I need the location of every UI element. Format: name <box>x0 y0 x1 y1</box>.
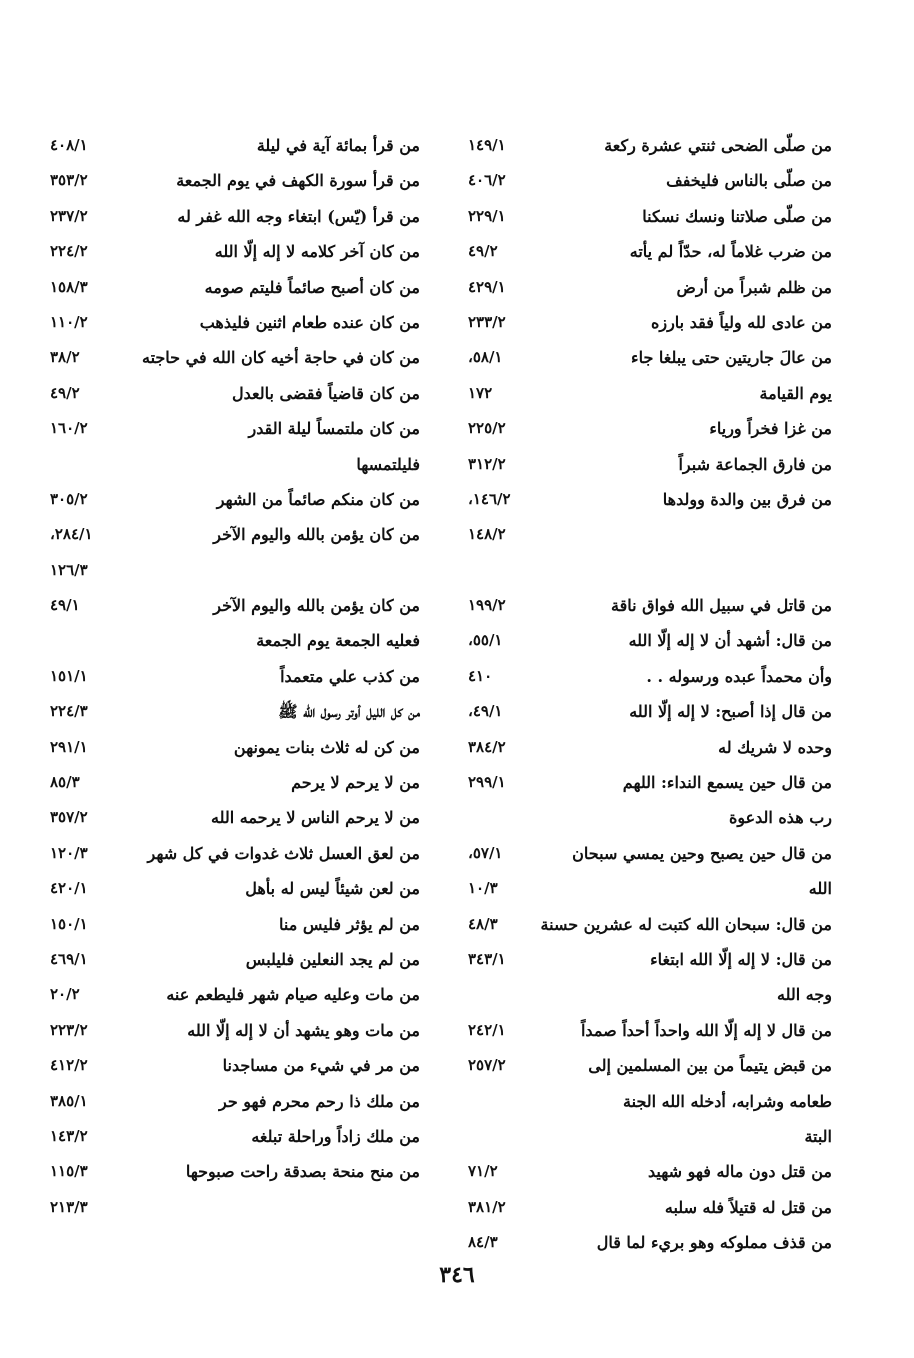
entry-text: من مات وعليه صيام شهر فليطعم عنه <box>166 985 420 1005</box>
index-entry <box>462 1190 832 1225</box>
index-entry <box>462 1119 832 1154</box>
entry-reference: ٣٠٥/٢ <box>50 489 88 508</box>
index-entry <box>40 1154 420 1189</box>
entry-reference: ٣٥٧/٢ <box>50 808 88 827</box>
entry-text: من لا يرحم الناس لا يرحمه الله <box>211 808 420 828</box>
entry-reference: ٤١٢/٢ <box>50 1056 88 1075</box>
entry-text: من لعق العسل ثلاث غدوات في كل شهر <box>147 843 420 863</box>
entry-reference: ٢٩١/١ <box>50 737 88 756</box>
index-entry <box>462 730 832 765</box>
entry-reference: ١٩٩/٢ <box>468 596 506 615</box>
index-entry <box>462 871 832 906</box>
index-entry <box>40 694 420 729</box>
index-entry <box>462 234 832 269</box>
index-column-right <box>462 128 832 1261</box>
entry-text: من قال لا إله إلّا الله واحداً أحداً صمداً <box>580 1020 832 1040</box>
entry-text: من كان عنده طعام اثنين فليذهب <box>199 312 420 332</box>
index-entry <box>462 270 832 305</box>
entry-reference: ٤٩/٢ <box>50 383 80 402</box>
index-entry <box>40 340 420 375</box>
entry-text: من ظلم شبراً من أرض <box>676 277 832 297</box>
index-entry <box>40 1013 420 1048</box>
entry-reference: ١٥٠/١ <box>50 914 88 933</box>
entry-reference: ٣٨١/٢ <box>468 1197 506 1216</box>
entry-text: فعليه الجمعة يوم الجمعة <box>256 631 420 651</box>
entry-reference: ٢٣٧/٢ <box>50 206 88 225</box>
entry-text: من كن له ثلاث بنات يمونهن <box>233 737 420 757</box>
entry-text: من لم يؤثر فليس منا <box>279 914 420 934</box>
entry-reference: ٤٢٩/١ <box>468 277 506 296</box>
entry-text: من كل الليل أوتر رسول الله ﷺ <box>278 702 420 722</box>
entry-text: البتة <box>804 1126 832 1146</box>
entry-reference: ١٥٨/٣ <box>50 277 88 296</box>
index-entry <box>40 977 420 1012</box>
index-entry <box>40 588 420 623</box>
entry-reference: ٤١٠ <box>468 666 493 685</box>
entry-text: من صلّى بالناس فليخفف <box>666 171 832 191</box>
page-number: ٣٤٦ <box>439 1262 475 1288</box>
entry-reference: ١١٠/٢ <box>50 312 88 331</box>
entry-text: رب هذه الدعوة <box>728 808 832 828</box>
entry-text: وجه الله <box>777 985 832 1005</box>
index-entry <box>462 447 832 482</box>
entry-reference: ١٤٩/١ <box>468 136 506 154</box>
entry-reference: ١٢٦/٣ <box>50 560 88 579</box>
entry-reference: ٤٨/٣ <box>468 914 498 933</box>
index-entry <box>462 623 832 658</box>
entry-text: من ملك زاداً وراحلة تبلغه <box>251 1126 420 1146</box>
entry-reference: ٣٨/٢ <box>50 348 80 367</box>
index-entry <box>462 1225 832 1260</box>
index-entry <box>40 907 420 942</box>
entry-text: من قال إذا أصبح: لا إله إلّا الله <box>629 702 832 722</box>
index-entry <box>40 128 420 163</box>
entry-text: من كان يؤمن بالله واليوم الآخر <box>213 596 420 616</box>
entry-text: من كان قاضياً فقضى بالعدل <box>232 383 420 403</box>
index-entry <box>40 199 420 234</box>
entry-reference: ٣٨٥/١ <box>50 1091 88 1110</box>
entry-text: من مر في شيء من مساجدنا <box>222 1056 420 1076</box>
entry-text: من صلّى الضحى ثنتي عشرة ركعة <box>604 136 832 155</box>
entry-text: من كان أصبح صائماً فليتم صومه <box>204 277 420 297</box>
index-entry <box>40 1048 420 1083</box>
entry-text: من قبض يتيماً من بين المسلمين إلى <box>588 1056 832 1076</box>
entry-reference: ٤٩/٢ <box>468 242 498 261</box>
entry-text: من قال: سبحان الله كتبت له عشرين حسنة <box>540 914 832 934</box>
index-entry <box>462 376 832 411</box>
entry-text: من منح منحة بصدقة راحت صبوحها <box>185 1162 420 1182</box>
index-entry <box>40 942 420 977</box>
index-entry <box>462 765 832 800</box>
entry-reference: ١٤٨/٢ <box>468 525 506 544</box>
entry-reference: ١٧٢ <box>468 383 493 402</box>
index-entry <box>462 482 832 517</box>
entry-text: من كان ملتمساً ليلة القدر <box>248 419 420 439</box>
entry-reference: ٢٤٢/١ <box>468 1020 506 1039</box>
entry-reference: ٤٠٨/١ <box>50 136 88 154</box>
index-entry <box>40 659 420 694</box>
entry-reference: ٣١٢/٢ <box>468 454 506 473</box>
entry-reference: ٥٧/١، <box>468 843 503 862</box>
entry-text: من كان يؤمن بالله واليوم الآخر <box>213 525 420 545</box>
entry-text: من لعن شيئاً ليس له بأهل <box>245 879 420 899</box>
index-entry <box>40 765 420 800</box>
entry-reference: ٢٢٩/١ <box>468 206 506 225</box>
entry-text: يوم القيامة <box>759 383 832 403</box>
entry-reference: ٢٨٤/١، <box>50 525 93 544</box>
index-entry <box>462 977 832 1012</box>
entry-text: وأن محمداً عبده ورسوله . . <box>646 666 832 686</box>
entry-text: من كان منكم صائماً من الشهر <box>216 489 420 509</box>
entry-text: فليلتمسها <box>356 454 420 474</box>
entry-reference: ٤٢٠/١ <box>50 879 88 898</box>
entry-text: من قرأ بمائة آية في ليلة <box>256 136 420 155</box>
index-entry <box>462 1084 832 1119</box>
entry-text: من قرأ (يّس) ابتغاء وجه الله غفر له <box>177 206 420 226</box>
entry-text: من قاتل في سبيل الله فواق ناقة <box>611 596 832 616</box>
entry-reference: ٣٨٤/٢ <box>468 737 506 756</box>
entry-reference: ٤٠٦/٢ <box>468 171 506 190</box>
entry-reference: ٣٥٣/٢ <box>50 171 88 190</box>
index-entry <box>462 1154 832 1189</box>
entry-reference: ١١٥/٣ <box>50 1162 88 1181</box>
entry-reference: ٣٤٣/١ <box>468 949 506 968</box>
index-entry <box>462 907 832 942</box>
index-entry <box>462 836 832 871</box>
index-entry <box>462 163 832 198</box>
entry-text: وحده لا شريك له <box>718 737 832 757</box>
index-entry <box>40 411 420 446</box>
index-entry <box>40 730 420 765</box>
index-entry <box>462 517 832 552</box>
entry-text: من قذف مملوكه وهو بريء لما قال <box>596 1233 832 1253</box>
entry-reference: ٥٥/١، <box>468 631 503 650</box>
entry-reference: ١٤٦/٢، <box>468 489 511 508</box>
index-column-left <box>40 128 420 1225</box>
entry-reference: ٨٤/٣ <box>468 1233 498 1252</box>
index-entry <box>462 659 832 694</box>
entry-reference: ٨٥/٣ <box>50 773 80 792</box>
index-entry <box>462 800 832 835</box>
entry-text: طعامه وشرابه، أدخله الله الجنة <box>623 1091 832 1111</box>
entry-text: من كذب علي متعمداً <box>280 666 420 686</box>
index-entry <box>40 553 420 588</box>
entry-text: من مات وهو يشهد أن لا إله إلّا الله <box>187 1020 420 1040</box>
entry-text: من فارق الجماعة شبراً <box>678 454 832 474</box>
entry-text: من قتل له قتيلاً فله سلبه <box>664 1197 832 1217</box>
entry-reference: ٢٣٣/٢ <box>468 312 506 331</box>
entry-reference: ٧١/٢ <box>468 1162 498 1181</box>
entry-reference: ٢٢٥/٢ <box>468 419 506 438</box>
index-entry <box>40 800 420 835</box>
entry-text: من عالَ جاريتين حتى يبلغا جاء <box>631 348 832 368</box>
entry-reference: ٥٨/١، <box>468 348 503 367</box>
entry-text: من فرق بين والدة وولدها <box>662 489 832 509</box>
index-entry <box>462 305 832 340</box>
index-entry <box>40 1119 420 1154</box>
index-entry <box>40 376 420 411</box>
entry-reference: ٢٢٣/٢ <box>50 1020 88 1039</box>
entry-text: من صلّى صلاتنا ونسك نسكنا <box>642 206 832 226</box>
index-entry <box>462 1048 832 1083</box>
entry-text: من عادى لله ولياً فقد بارزه <box>650 312 832 332</box>
index-entry <box>462 942 832 977</box>
entry-text: من قال حين يصبح وحين يمسي سبحان <box>572 843 832 863</box>
entry-text: من غزا فخراً ورياء <box>709 419 832 439</box>
index-entry <box>40 234 420 269</box>
entry-reference: ٢١٣/٣ <box>50 1197 88 1216</box>
index-entry <box>462 588 832 623</box>
entry-text: من ملك ذا رحم محرم فهو حر <box>219 1091 420 1111</box>
entry-reference: ٢٢٤/٢ <box>50 242 88 261</box>
entry-text: من قال: أشهد أن لا إله إلّا الله <box>628 631 832 651</box>
index-entry <box>462 411 832 446</box>
index-entry <box>462 128 832 163</box>
index-entry <box>40 163 420 198</box>
entry-text: من قال: لا إله إلّا الله ابتغاء <box>650 949 832 969</box>
entry-text: من قال حين يسمع النداء: اللهم <box>622 773 832 793</box>
entry-text: من قرأ سورة الكهف في يوم الجمعة <box>176 171 420 191</box>
entry-reference: ١٦٠/٢ <box>50 419 88 438</box>
entry-reference: ٤٦٩/١ <box>50 949 88 968</box>
entry-reference: ٢٢٤/٣ <box>50 702 88 721</box>
entry-reference: ١٤٣/٢ <box>50 1126 88 1145</box>
index-entry <box>40 623 420 658</box>
index-entry <box>40 1190 420 1225</box>
entry-reference: ١٢٠/٣ <box>50 843 88 862</box>
entry-text: الله <box>808 879 832 899</box>
entry-reference: ٤٩/١ <box>50 596 80 615</box>
index-entry <box>40 270 420 305</box>
entry-text: من ضرب غلاماً له، حدّاً لم يأته <box>629 242 832 262</box>
index-entry <box>40 447 420 482</box>
index-entry <box>462 694 832 729</box>
index-entry <box>462 340 832 375</box>
index-entry <box>40 482 420 517</box>
entry-text: من قتل دون ماله فهو شهيد <box>648 1162 832 1182</box>
entry-reference: ١٥١/١ <box>50 666 88 685</box>
entry-text: من لم يجد النعلين فليلبس <box>245 949 420 969</box>
entry-reference: ٢٥٧/٢ <box>468 1056 506 1075</box>
index-entry <box>462 553 832 588</box>
index-entry <box>462 199 832 234</box>
entry-reference: ١٠/٣ <box>468 879 498 898</box>
index-entry <box>40 517 420 552</box>
index-entry <box>462 1013 832 1048</box>
entry-text: من كان في حاجة أخيه كان الله في حاجته <box>142 348 420 368</box>
index-entry <box>40 871 420 906</box>
entry-text: من لا يرحم لا يرحم <box>291 773 420 793</box>
index-entry <box>40 836 420 871</box>
index-entry <box>40 1084 420 1119</box>
entry-reference: ٤٩/١، <box>468 702 503 721</box>
entry-reference: ٢٠/٢ <box>50 985 80 1004</box>
index-entry <box>40 305 420 340</box>
entry-text: من كان آخر كلامه لا إله إلّا الله <box>214 242 420 262</box>
entry-reference: ٢٩٩/١ <box>468 773 506 792</box>
